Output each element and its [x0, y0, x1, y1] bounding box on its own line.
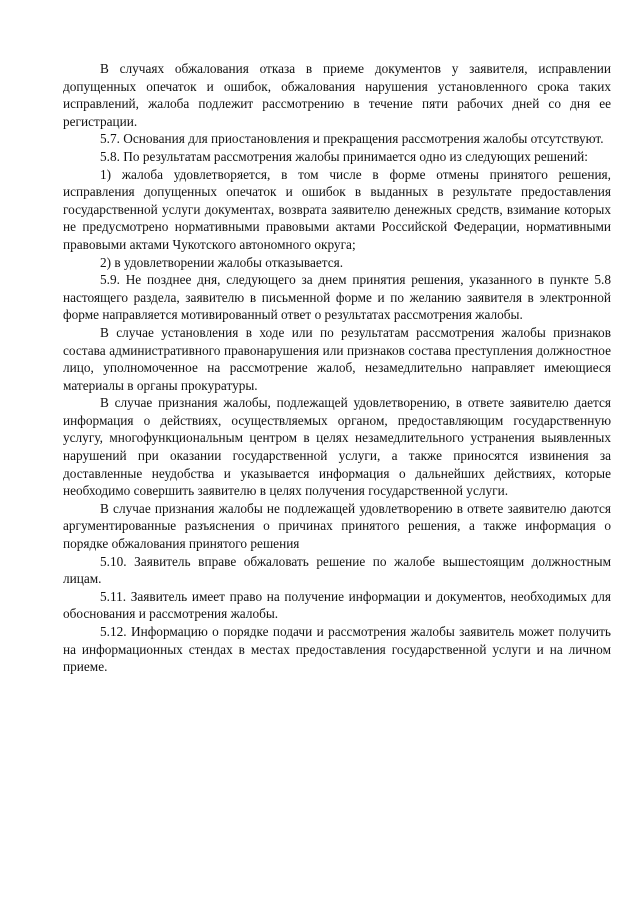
- paragraph-5-10: 5.10. Заявитель вправе обжаловать решение по жалобе вышестоящим должностным лицам.: [63, 553, 611, 587]
- paragraph-5-12: 5.12. Информацию о порядке подачи и рассмотрения жалобы заявитель может получить на информационных стендах в местах предоставления государственной услуги и на личном приеме.: [63, 624, 611, 675]
- paragraph-5-7: 5.7. Основания для приостановления и прекращения рассмотрения жалобы отсутствуют.: [100, 131, 604, 147]
- paragraph-5-8-item-2: 2) в удовлетворении жалобы отказывается.: [100, 254, 344, 270]
- paragraph-5-9: 5.9. Не позднее дня, следующего за днем принятия решения, указанного в пункте 5.8 настоящего раздела, заявителю в письменной форме и по желанию заявителя в электронной форме направляется мотивированный ответ о результатах рассмотрения жалобы.: [63, 272, 611, 323]
- paragraph-violation-signs: В случае установления в ходе или по результатам рассмотрения жалобы признаков состава административного правонарушения или признаков состава преступления должностное лицо, уполномоченное на рассмотрение жалоб, незамедлительно направляет имеющиеся материалы в органы прокуратуры.: [63, 324, 611, 393]
- paragraph-appeal-refusal: В случаях обжалования отказа в приеме документов у заявителя, исправлении допущенных опечаток и ошибок, обжалования нарушения установленного срока таких исправлений, жалоба подлежит рассмотрению в течение пяти рабочих дней со дня ее регистрации.: [63, 61, 611, 129]
- paragraph-5-11: 5.11. Заявитель имеет право на получение информации и документов, необходимых для обоснования и рассмотрения жалобы.: [63, 588, 611, 622]
- paragraph-complaint-rejected: В случае признания жалобы не подлежащей удовлетворению в ответе заявителю даются аргументированные разъяснения о причинах принятого решения, а также информация о порядке обжалования принятого решения: [63, 500, 611, 552]
- document-body: [63, 60, 611, 676]
- paragraph-complaint-satisfied: В случае признания жалобы, подлежащей удовлетворению, в ответе заявителю дается информация о действиях, осуществляемых органом, предоставляющим государственную услугу, многофункциональным центром в целях незамедлительного устранения выявленных нарушений при оказании государственной услуги, а также приносятся извинения за доставленные неудобства и указывается информация о дальнейших действиях, которые необходимо совершить заявителю в целях получения государственной услуги.: [63, 395, 611, 499]
- paragraph-5-8-item-1: 1) жалоба удовлетворяется, в том числе в форме отмены принятого решения, исправления допущенных опечаток и ошибок в выданных в результате предоставления государственной услуги документах, возврата заявителю денежных средств, взимание которых не предусмотрено нормативными правовыми актами Российской Федерации, нормативными правовыми актами Чукотского автономного округа;: [63, 166, 611, 252]
- paragraph-5-8: 5.8. По результатам рассмотрения жалобы принимается одно из следующих решений:: [100, 148, 588, 164]
